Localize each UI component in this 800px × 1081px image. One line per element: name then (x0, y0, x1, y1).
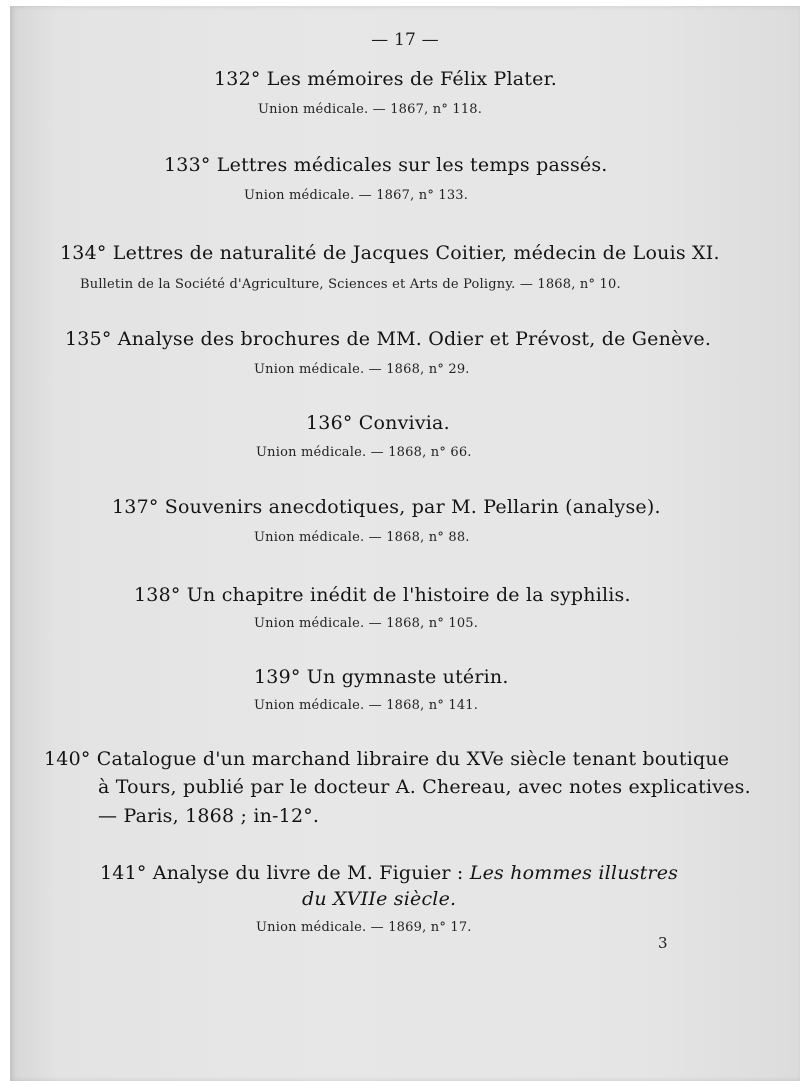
entry-141-title-italic: Les hommes illustres (469, 862, 679, 884)
page-number: — 17 — (371, 30, 439, 50)
entry-132-source: Union médicale. — 1867, n° 118. (258, 102, 483, 117)
entry-141-source: Union médicale. — 1869, n° 17. (256, 920, 472, 935)
entry-134-source: Bulletin de la Société d'Agriculture, Sciences et Arts de Poligny. — 1868, n° 10. (80, 277, 621, 292)
entry-141-title-prefix: 141° Analyse du livre de M. Figuier : (100, 862, 464, 884)
entry-135-source: Union médicale. — 1868, n° 29. (254, 362, 470, 377)
entry-137-source: Union médicale. — 1868, n° 88. (254, 530, 470, 545)
entry-133-title: 133° Lettres médicales sur les temps passés. (164, 154, 608, 176)
entry-141-title-line1 (100, 862, 678, 884)
document-page (10, 6, 800, 1081)
entry-136-title: 136° Convivia. (306, 412, 450, 434)
entry-140-title-line1: 140° Catalogue d'un marchand libraire du XVe siècle tenant boutique (44, 748, 730, 770)
entry-140-title-line2: à Tours, publié par le docteur A. Chereau, avec notes explicatives. (98, 776, 751, 798)
entry-135-title: 135° Analyse des brochures de MM. Odier et Prévost, de Genève. (65, 328, 712, 350)
entry-133-source: Union médicale. — 1867, n° 133. (244, 188, 469, 203)
entry-140-title-line3: — Paris, 1868 ; in-12°. (98, 805, 320, 827)
entry-139-source: Union médicale. — 1868, n° 141. (254, 698, 479, 713)
entry-134-title: 134° Lettres de naturalité de Jacques Coitier, médecin de Louis XI. (60, 242, 720, 264)
entry-137-title: 137° Souvenirs anecdotiques, par M. Pellarin (analyse). (112, 496, 661, 518)
entry-138-title: 138° Un chapitre inédit de l'histoire de la syphilis. (134, 584, 631, 606)
signature-mark: 3 (658, 934, 668, 952)
entry-141-title-line2: du XVIIe siècle. (302, 888, 457, 910)
entry-138-source: Union médicale. — 1868, n° 105. (254, 616, 479, 631)
entry-136-source: Union médicale. — 1868, n° 66. (256, 445, 472, 460)
entry-139-title: 139° Un gymnaste utérin. (254, 666, 509, 688)
entry-132-title: 132° Les mémoires de Félix Plater. (214, 68, 558, 90)
